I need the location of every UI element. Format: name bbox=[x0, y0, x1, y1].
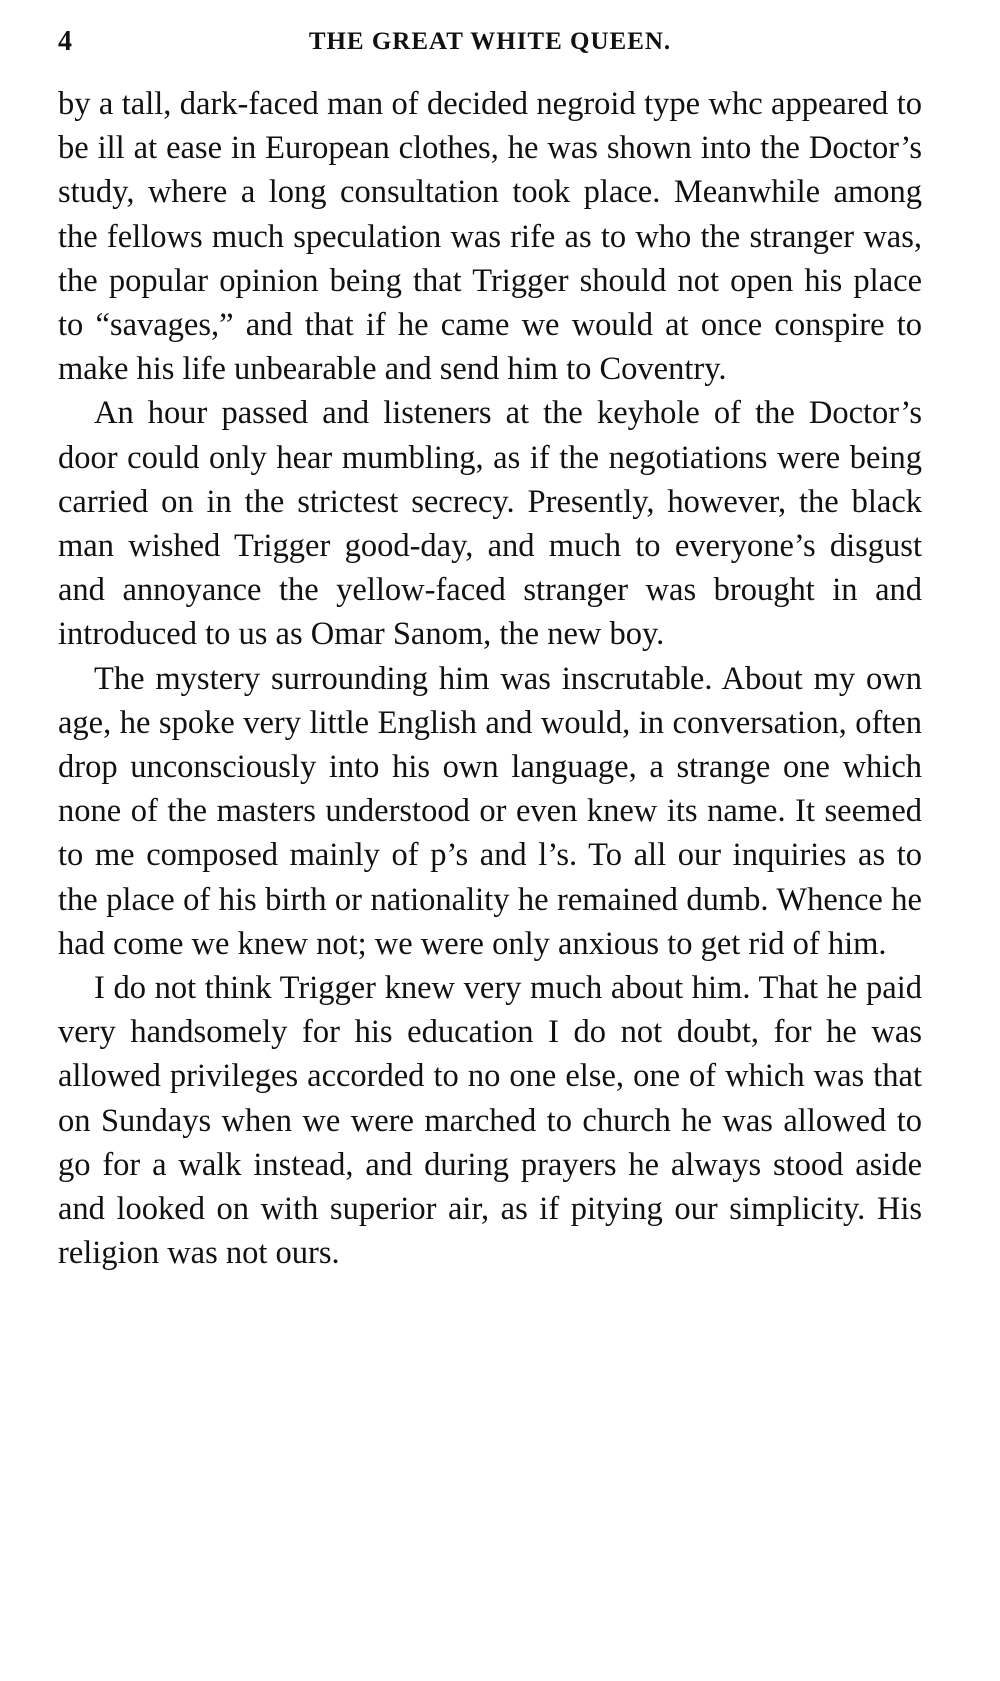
page-header bbox=[58, 22, 922, 62]
paragraph-3: The mystery surrounding him was inscrutable. About my own age, he spoke very little English and would, in conversation, often drop unconsciously into his own language, a strange one which none of the masters understood or even knew its name. It seemed to me composed mainly of p’s and l’s. To all our inquiries as to the place of his birth or nationality he remained dumb. Whence he had come we knew not; we were only anxious to get rid of him. bbox=[58, 660, 922, 962]
running-title: THE GREAT WHITE QUEEN. bbox=[308, 28, 672, 55]
paragraph-2: An hour passed and listeners at the keyhole of the Doctor’s door could only hear mumbling, as if the negotiations were being carried on in the strictest secrecy. Presently, however, the black man wished Trigger good-day, and much to everyone’s disgust and annoyance the yellow-faced stranger was brought in and introduced to us as Omar Sanom, the new boy. bbox=[58, 395, 922, 653]
paragraph-1: by a tall, dark-faced man of decided negroid type whc appeared to be ill at ease in European clothes, he was shown into the Doctor’s study, where a long consultation took place. Meanwhile among the fellows much speculation was rife as to who the stranger was, the popular opinion being that Trigger should not open his place to “savages,” and that if he came we would at once conspire to make his life unbearable and send him to Coventry. bbox=[58, 86, 922, 388]
page-number: 4 bbox=[58, 26, 72, 57]
body-text bbox=[58, 82, 922, 1275]
paragraph-4: I do not think Trigger knew very much about him. That he paid very handsomely for his education I do not doubt, for he was allowed privileges accorded to no one else, one of which was that on Sundays when we were marched to church he was allowed to go for a walk instead, and during prayers he always stood aside and looked on with superior air, as if pitying our simplicity. His religion was not ours. bbox=[58, 970, 922, 1272]
